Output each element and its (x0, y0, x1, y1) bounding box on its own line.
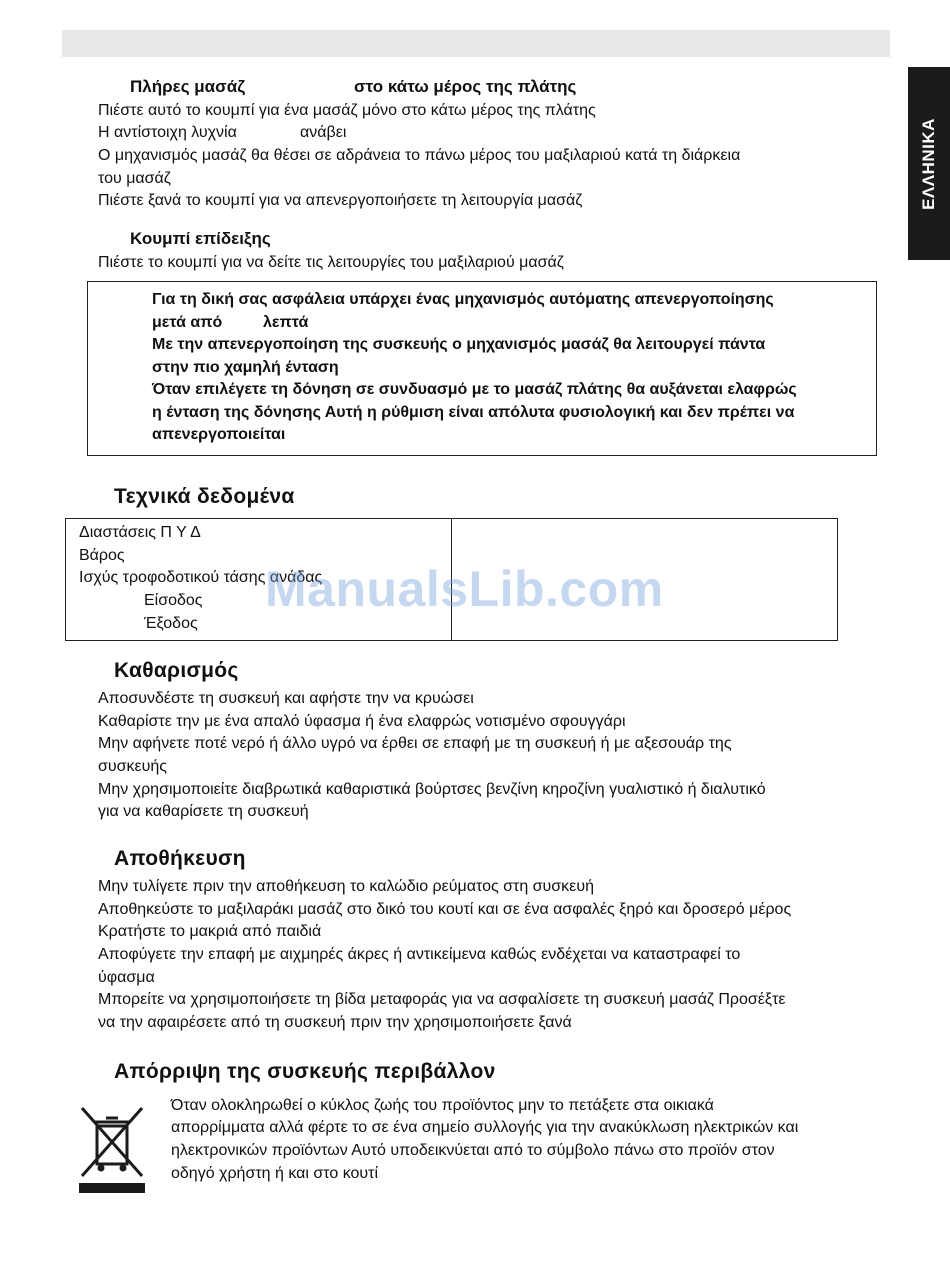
cleaning-title: Καθαρισμός (114, 659, 239, 682)
storage-line: Μπορείτε να χρησιμοποιήσετε τη βίδα μεταφοράς για να ασφαλίσετε τη συσκευή μασάζ Προσέξτε (98, 991, 786, 1008)
spec-row-label: Έξοδος (144, 615, 198, 632)
note-line: Για τη δική σας ασφάλεια υπάρχει ένας μηχανισμός αυτόματης απενεργοποίησης (152, 291, 774, 308)
spec-row-label: Βάρος (79, 547, 125, 564)
massage-lower-line: ανάβει (300, 124, 347, 141)
safety-note-box (87, 281, 877, 456)
storage-line: να την αφαιρέσετε από τη συσκευή πριν την χρησιμοποιήσετε ξανά (98, 1014, 572, 1031)
demo-line: Πιέστε το κουμπί για να δείτε τις λειτουργίες του μαξιλαριού μασάζ (98, 254, 564, 271)
disposal-line: οδηγό χρήστη ή και στο κουτί (171, 1165, 379, 1182)
massage-lower-title-part1: Πλήρες μασάζ (130, 77, 246, 96)
demo-title: Κουμπί επίδειξης (130, 229, 271, 248)
disposal-title: Απόρριψη της συσκευής περιβάλλον (114, 1060, 496, 1083)
disposal-line: Όταν ολοκληρωθεί ο κύκλος ζωής του προϊόντος μην το πετάξετε στα οικιακά (171, 1097, 714, 1114)
note-line: Όταν επιλέγετε τη δόνηση σε συνδυασμό με το μασάζ πλάτης θα αυξάνεται ελαφρώς (152, 381, 797, 398)
storage-title: Αποθήκευση (114, 847, 246, 870)
massage-lower-line: Πιέστε ξανά το κουμπί για να απενεργοποιήσετε τη λειτουργία μασάζ (98, 192, 583, 209)
disposal-line: απορρίμματα αλλά φέρτε το σε ένα σημείο συλλογής για την ανακύκλωση ηλεκτρικών και (171, 1119, 799, 1136)
cleaning-line: συσκευής (98, 758, 167, 775)
cleaning-line: Μην αφήνετε ποτέ νερό ή άλλο υγρό να έρθει σε επαφή με τη συσκευή ή με αξεσουάρ της (98, 735, 732, 752)
cleaning-line: για να καθαρίσετε τη συσκευή (98, 803, 309, 820)
massage-lower-title-part2: στο κάτω μέρος της πλάτης (354, 77, 577, 96)
cleaning-line: Αποσυνδέστε τη συσκευή και αφήστε την να κρυώσει (98, 690, 474, 707)
massage-lower-line: Η αντίστοιχη λυχνία (98, 124, 237, 141)
storage-line: Αποφύγετε την επαφή με αιχμηρές άκρες ή αντικείμενα καθώς ενδέχεται να καταστραφεί το (98, 946, 741, 963)
note-line: απενεργοποιείται (152, 426, 286, 443)
note-line: η ένταση της δόνησης Αυτή η ρύθμιση είναι απόλυτα φυσιολογική και δεν πρέπει να (152, 404, 795, 421)
note-line: λεπτά (263, 314, 309, 331)
language-tab-label: ΕΛΛΗΝΙΚΑ (919, 117, 938, 210)
watermark: ManualsLib.com (265, 561, 664, 617)
crossed-out-wheelie-bin-icon (78, 1104, 146, 1194)
storage-line: Μην τυλίγετε πριν την αποθήκευση το καλώδιο ρεύματος στη συσκευή (98, 878, 594, 895)
note-line: στην πιο χαμηλή ένταση (152, 359, 339, 376)
cleaning-line: Μην χρησιμοποιείτε διαβρωτικά καθαριστικά βούρτσες βενζίνη κηροζίνη γυαλιστικό ή διαλυτικό (98, 781, 766, 798)
note-line: μετά από (152, 314, 223, 331)
massage-lower-line: Πιέστε αυτό το κουμπί για ένα μασάζ μόνο στο κάτω μέρος της πλάτης (98, 102, 596, 119)
massage-lower-line: του μασάζ (98, 170, 171, 187)
technical-title: Τεχνικά δεδομένα (114, 485, 295, 508)
massage-lower-line: Ο μηχανισμός μασάζ θα θέσει σε αδράνεια το πάνω μέρος του μαξιλαριού κατά τη διάρκεια (98, 147, 741, 164)
language-tab (908, 67, 950, 260)
header-bar (62, 30, 890, 57)
spec-row-label: Διαστάσεις Π Υ Δ (79, 524, 201, 541)
disposal-line: ηλεκτρονικών προϊόντων Αυτό υποδεικνύεται από το σύμβολο πάνω στο προϊόν στον (171, 1142, 775, 1159)
storage-line: Κρατήστε το μακριά από παιδιά (98, 923, 322, 940)
note-line: Με την απενεργοποίηση της συσκευής ο μηχανισμός μασάζ θα λειτουργεί πάντα (152, 336, 766, 353)
cleaning-line: Καθαρίστε την με ένα απαλό ύφασμα ή ένα ελαφρώς νοτισμένο σφουγγάρι (98, 713, 626, 730)
spec-row-label: Ισχύς τροφοδοτικού τάσης ανάδας (79, 569, 323, 586)
storage-line: ύφασμα (98, 969, 155, 986)
storage-line: Αποθηκεύστε το μαξιλαράκι μασάζ στο δικό του κουτί και σε ένα ασφαλές ξηρό και δροσερό μέρος (98, 901, 792, 918)
spec-row-label: Είσοδος (144, 592, 203, 609)
